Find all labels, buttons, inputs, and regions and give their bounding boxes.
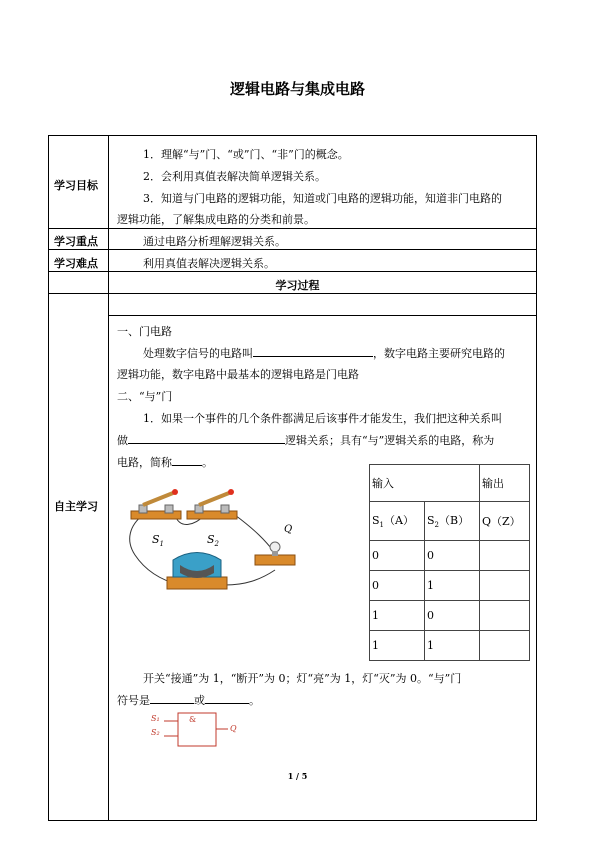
gate-output-q: Q bbox=[230, 724, 237, 733]
blank-1[interactable] bbox=[253, 345, 373, 357]
page-number: 1 / 5 bbox=[287, 771, 308, 781]
process-label: 学习过程 bbox=[275, 279, 320, 292]
table-row: 0 1 bbox=[370, 571, 530, 601]
goal-item-1: 1．理解“与”门、“或”门、“非”门的概念。 bbox=[143, 148, 349, 161]
table-row: 1 1 bbox=[370, 631, 530, 661]
label-s2: $S_2$ bbox=[207, 533, 220, 549]
section-2-heading: 二、“与”门 bbox=[117, 390, 173, 403]
paragraph-1-cont: 逻辑功能，数字电路中最基本的逻辑电路是门电路 bbox=[117, 368, 359, 381]
difficulty-label: 学习难点 bbox=[54, 257, 98, 270]
key-label: 学习重点 bbox=[54, 235, 98, 248]
paragraph-2: 1．如果一个事件的几个条件都满足后该事件才能发生，我们把这种关系叫 bbox=[143, 412, 502, 425]
key-text: 通过电路分析理解逻辑关系。 bbox=[143, 235, 286, 248]
gate-input-s2: S₂ bbox=[151, 728, 160, 737]
gate-amp-sign: & bbox=[189, 715, 197, 724]
goal-item-3: 3．知道与门电路的逻辑功能，知道或门电路的逻辑功能，知道非门电路的 bbox=[143, 192, 502, 205]
difficulty-text: 利用真值表解决逻辑关系。 bbox=[143, 257, 275, 270]
paragraph-2-end: 电路，简称 。 bbox=[117, 456, 213, 469]
gate-input-s1: S₁ bbox=[151, 714, 160, 723]
blank-5[interactable] bbox=[205, 692, 249, 704]
blank-2[interactable] bbox=[128, 432, 285, 444]
page-title: 逻辑电路与集成电路 bbox=[229, 80, 365, 98]
goal-item-4: 逻辑功能，了解集成电路的分类和前景。 bbox=[117, 213, 315, 226]
truth-col-s1: $S_1(A)$ bbox=[370, 502, 425, 541]
blank-4[interactable] bbox=[150, 692, 194, 704]
truth-output-header: 输出 bbox=[480, 465, 530, 502]
blank-3[interactable] bbox=[172, 454, 202, 466]
paragraph-3: 开关“接通”为 1，“断开”为 0；灯“亮”为 1，灯“灭”为 0。“与”门 bbox=[143, 672, 462, 685]
self-study-label: 自主学习 bbox=[54, 500, 98, 513]
table-row: 0 0 bbox=[370, 541, 530, 571]
label-q: Q bbox=[284, 524, 293, 535]
truth-col-s2: $S_2(B)$ bbox=[425, 502, 480, 541]
goal-label: 学习目标 bbox=[54, 179, 98, 192]
truth-table bbox=[369, 464, 530, 661]
truth-col-q: Q（Z） bbox=[480, 502, 530, 541]
paragraph-1: 处理数字信号的电路叫 ，数字电路主要研究电路的 bbox=[143, 347, 505, 360]
paragraph-2-cont: 做 逻辑关系；具有“与”逻辑关系的电路，称为 bbox=[117, 434, 495, 447]
goal-item-2: 2．会利用真值表解决简单逻辑关系。 bbox=[143, 170, 326, 183]
truth-input-header: 输入 bbox=[370, 465, 480, 502]
label-s1: $S_1$ bbox=[152, 533, 165, 549]
section-1-heading: 一、门电路 bbox=[117, 325, 172, 338]
table-row: 1 0 bbox=[370, 601, 530, 631]
paragraph-3-cont: 符号是 或 。 bbox=[117, 694, 260, 707]
